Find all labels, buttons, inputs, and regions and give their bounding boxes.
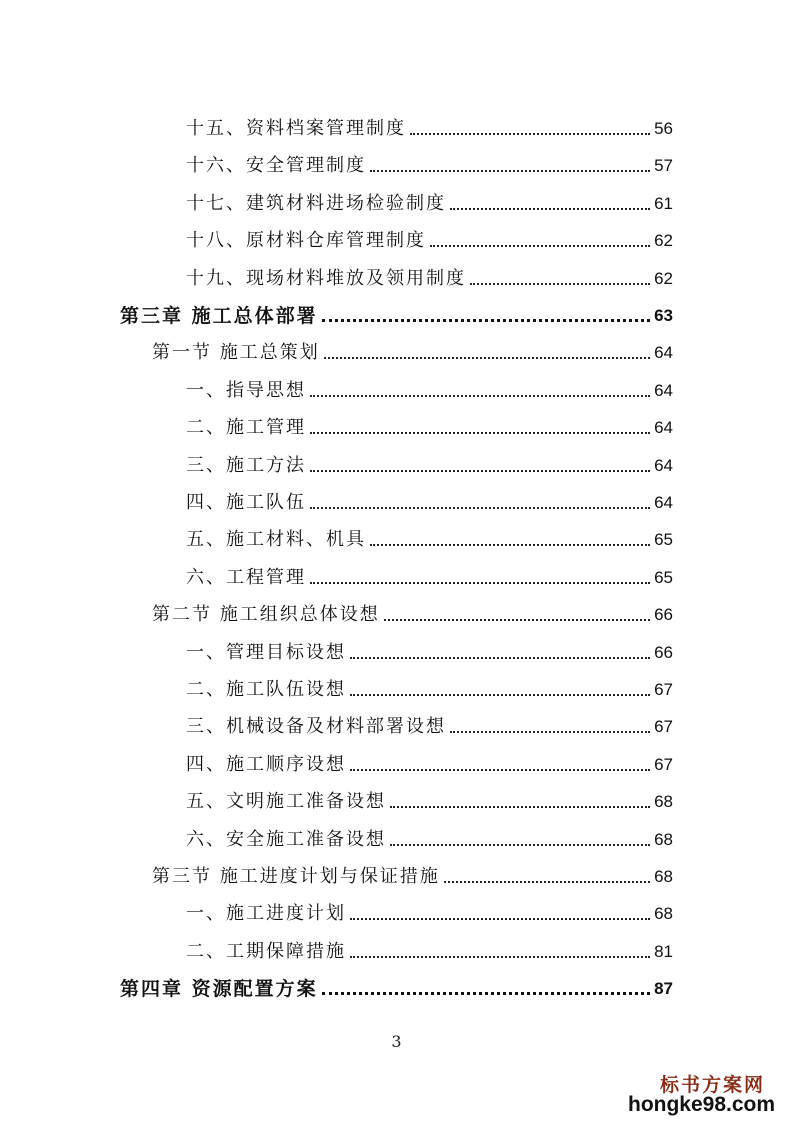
toc-item-entry[interactable] (0, 477, 793, 514)
toc-entry-title: 第二节 施工组织总体设想 (152, 604, 380, 626)
toc-entry-title: 十七、建筑材料进场检验制度 (186, 192, 446, 214)
toc-entry-title: 第三章 施工总体部署 (120, 305, 318, 327)
toc-entry-page: 65 (654, 567, 673, 587)
toc-entry-title: 四、施工队伍 (186, 492, 306, 513)
toc-leader-dots (450, 208, 650, 210)
toc-item-entry[interactable] (0, 701, 793, 738)
toc-leader-dots (410, 133, 650, 135)
toc-entry-title: 三、施工方法 (186, 454, 306, 476)
toc-leader-dots (384, 619, 650, 621)
toc-leader-dots (322, 992, 650, 995)
toc-item-entry[interactable] (0, 814, 793, 851)
toc-item-entry[interactable] (0, 402, 793, 439)
toc-entry-page: 66 (654, 605, 673, 625)
toc-leader-dots (310, 470, 650, 472)
toc-section-entry[interactable] (0, 851, 793, 888)
toc-entry-title: 第三节 施工进度计划与保证措施 (152, 866, 440, 887)
toc-leader-dots (350, 657, 650, 659)
toc-entry-page: 65 (654, 530, 673, 550)
toc-entry-page: 64 (654, 343, 673, 363)
toc-entry-page: 68 (654, 792, 673, 812)
toc-entry-title: 三、机械设备及材料部署设想 (186, 716, 446, 738)
toc-entry-page: 56 (654, 119, 673, 138)
toc-item-entry[interactable] (0, 926, 793, 963)
toc-entry-page: 57 (654, 156, 673, 176)
toc-leader-dots (310, 395, 650, 397)
toc-leader-dots (470, 283, 650, 285)
toc-entry-page: 64 (654, 380, 673, 400)
toc-leader-dots (350, 769, 650, 771)
toc-chapter-entry[interactable] (0, 963, 793, 1000)
toc-entry-title: 十九、现场材料堆放及领用制度 (186, 267, 466, 289)
toc-item-entry[interactable] (0, 178, 793, 215)
toc-entry-page: 68 (654, 867, 673, 886)
toc-chapter-entry[interactable] (0, 290, 793, 327)
toc-entry-title: 二、工期保障措施 (186, 940, 346, 962)
toc-entry-page: 67 (654, 717, 673, 737)
toc-leader-dots (310, 507, 650, 509)
toc-leader-dots (430, 245, 650, 247)
toc-leader-dots (350, 956, 650, 958)
toc-entry-page: 66 (654, 642, 673, 662)
toc-item-entry[interactable] (0, 140, 793, 177)
toc-item-entry[interactable] (0, 365, 793, 402)
toc-entry-title: 十八、原材料仓库管理制度 (186, 230, 426, 252)
toc-entry-title: 第一节 施工总策划 (152, 342, 320, 364)
toc-leader-dots (350, 918, 650, 920)
toc-item-entry[interactable] (0, 215, 793, 252)
toc-item-entry[interactable] (0, 514, 793, 551)
toc-entry-title: 五、文明施工准备设想 (186, 791, 386, 813)
toc-entry-page: 62 (654, 231, 673, 251)
toc-entry-title: 六、安全施工准备设想 (186, 828, 386, 850)
page-number: 3 (391, 1032, 402, 1051)
toc-entry-title: 二、施工队伍设想 (186, 679, 346, 700)
toc-leader-dots (390, 806, 650, 808)
toc-item-entry[interactable] (0, 440, 793, 477)
toc-leader-dots (450, 731, 650, 733)
toc-entry-page: 81 (654, 941, 673, 961)
toc-leader-dots (390, 844, 650, 846)
toc-item-entry[interactable] (0, 627, 793, 664)
toc-entry-page: 68 (654, 829, 673, 849)
toc-entry-title: 一、指导思想 (186, 379, 306, 401)
toc-item-entry[interactable] (0, 253, 793, 290)
toc-entry-title: 十六、安全管理制度 (186, 155, 366, 177)
toc-leader-dots (370, 544, 650, 546)
toc-item-entry[interactable] (0, 888, 793, 925)
toc-section-entry[interactable] (0, 327, 793, 364)
toc-leader-dots (370, 170, 650, 172)
toc-entry-page: 64 (654, 455, 673, 475)
toc-entry-title: 五、施工材料、机具 (186, 529, 366, 551)
toc-item-entry[interactable] (0, 103, 793, 140)
toc-item-entry[interactable] (0, 776, 793, 813)
toc-leader-dots (350, 694, 650, 696)
toc-entry-title: 二、施工管理 (186, 417, 306, 439)
toc-entry-title: 第四章 资源配置方案 (120, 978, 318, 1001)
watermark-url: hongke98.com (628, 1093, 776, 1116)
toc-section-entry[interactable] (0, 589, 793, 626)
toc-entry-page: 68 (654, 904, 673, 924)
toc-leader-dots (322, 319, 650, 322)
toc-entry-title: 一、施工进度计划 (186, 903, 346, 925)
toc-leader-dots (444, 881, 650, 883)
toc-entry-page: 62 (654, 268, 673, 288)
watermark-site-name: 标书方案网 (660, 1074, 766, 1096)
toc-leader-dots (324, 357, 650, 359)
toc-entry-title: 六、工程管理 (186, 566, 306, 588)
toc-entry-title: 十五、资料档案管理制度 (186, 118, 406, 139)
toc-entry-page: 64 (654, 418, 673, 438)
toc-leader-dots (310, 582, 650, 584)
toc-item-entry[interactable] (0, 552, 793, 589)
toc-entry-page: 64 (654, 493, 673, 512)
toc-item-entry[interactable] (0, 664, 793, 701)
toc-entry-page: 87 (654, 979, 673, 999)
toc-entry-page: 67 (654, 754, 673, 774)
toc-entry-title: 四、施工顺序设想 (186, 753, 346, 775)
toc-entry-page: 61 (654, 193, 673, 213)
toc-leader-dots (310, 432, 650, 434)
toc-entry-title: 一、管理目标设想 (186, 641, 346, 663)
toc-item-entry[interactable] (0, 739, 793, 776)
toc-entry-page: 67 (654, 680, 673, 699)
toc-entry-page: 63 (654, 306, 673, 325)
